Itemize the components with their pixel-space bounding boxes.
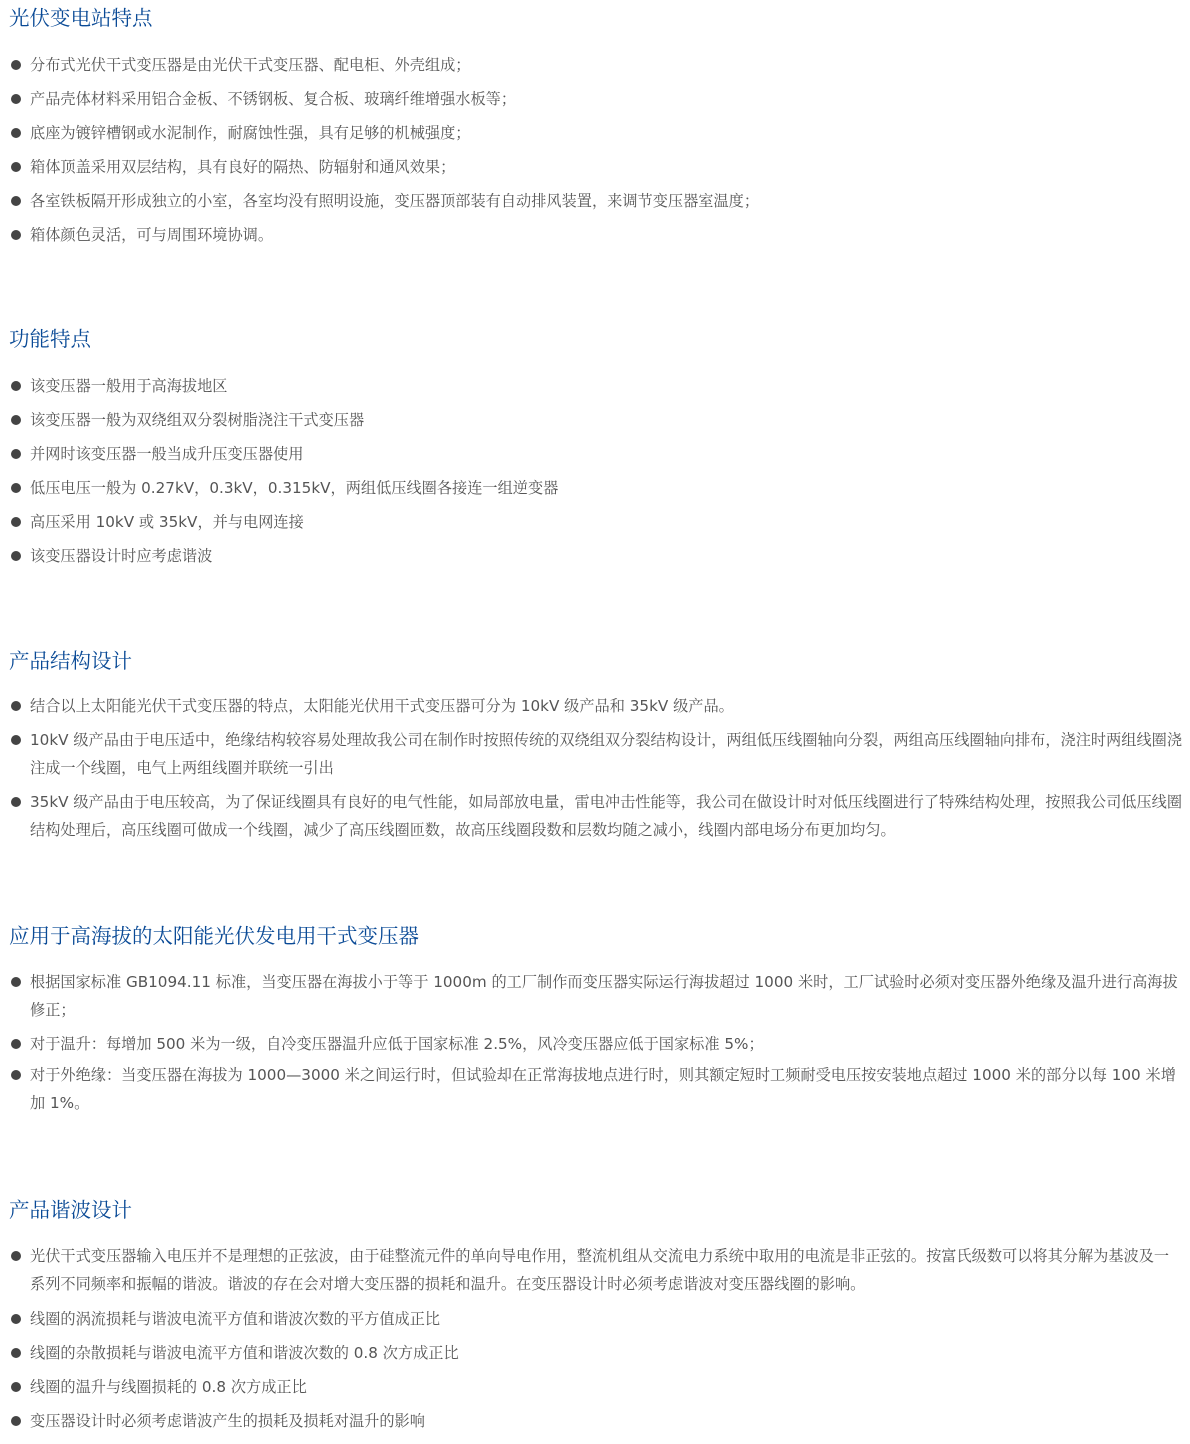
bullet-dot-icon [11,60,21,70]
section-title: 应用于高海拔的太阳能光伏发电用干式变压器 [9,924,419,948]
section-high-altitude [0,918,1190,1123]
list-item: 结合以上太阳能光伏干式变压器的特点，太阳能光伏用干式变压器可分为 10kV 级产品和 35kV 级产品。 [0,692,1190,726]
bullet-dot-icon [11,797,21,807]
list-item: 产品壳体材料采用铝合金板、不锈钢板、复合板、玻璃纤维增强水板等； [0,85,1190,119]
bullet-list [0,1242,1190,1441]
bullet-dot-icon [11,1348,21,1358]
list-item: 低压电压一般为 0.27kV，0.3kV，0.315kV，两组低压线圈各接连一组逆变器 [0,474,1190,508]
section-functional-features [0,321,1190,576]
list-item: 分布式光伏干式变压器是由光伏干式变压器、配电柜、外壳组成； [0,51,1190,85]
list-item: 并网时该变压器一般当成升压变压器使用 [0,440,1190,474]
bullet-dot-icon [11,1251,21,1261]
list-item: 该变压器设计时应考虑谐波 [0,542,1190,576]
list-item: 线圈的杂散损耗与谐波电流平方值和谐波次数的 0.8 次方成正比 [0,1339,1190,1373]
list-item: 该变压器一般用于高海拔地区 [0,372,1190,406]
bullet-list [0,968,1190,1123]
section-pv-substation-features [0,0,1190,255]
list-item: 各室铁板隔开形成独立的小室，各室均没有照明设施，变压器顶部装有自动排风装置，来调节变压器室温度； [0,187,1190,221]
bullet-dot-icon [11,381,21,391]
list-item: 线圈的温升与线圈损耗的 0.8 次方成正比 [0,1373,1190,1407]
bullet-dot-icon [11,162,21,172]
list-item: 35kV 级产品由于电压较高，为了保证线圈具有良好的电气性能，如局部放电量，雷电冲击性能等，我公司在做设计时对低压线圈进行了特殊结构处理，按照我公司低压线圈结构处理后，高压线圈可做成一个线圈，减少了高压线圈匝数，故高压线圈段数和层数均随之减小，线圈内部电场分布更加均匀。 [0,788,1190,850]
bullet-dot-icon [11,94,21,104]
bullet-dot-icon [11,701,21,711]
bullet-dot-icon [11,1314,21,1324]
bullet-dot-icon [11,483,21,493]
list-item: 高压采用 10kV 或 35kV，并与电网连接 [0,508,1190,542]
list-item: 变压器设计时必须考虑谐波产生的损耗及损耗对温升的影响 [0,1407,1190,1441]
bullet-dot-icon [11,517,21,527]
bullet-dot-icon [11,415,21,425]
bullet-dot-icon [11,977,21,987]
bullet-dot-icon [11,1382,21,1392]
bullet-list [0,692,1190,850]
list-item: 10kV 级产品由于电压适中，绝缘结构较容易处理故我公司在制作时按照传统的双绕组双分裂结构设计，两组低压线圈轴向分裂，两组高压线圈轴向排布，浇注时两组线圈浇注成一个线圈，电气上两组线圈并联统一引出 [0,726,1190,788]
list-item: 箱体顶盖采用双层结构，具有良好的隔热、防辐射和通风效果； [0,153,1190,187]
section-harmonic-design [0,1192,1190,1441]
bullet-dot-icon [11,230,21,240]
bullet-dot-icon [11,1070,21,1080]
section-title: 产品结构设计 [9,649,132,673]
bullet-dot-icon [11,1039,21,1049]
bullet-dot-icon [11,449,21,459]
section-title: 光伏变电站特点 [9,6,153,30]
list-item: 线圈的涡流损耗与谐波电流平方值和谐波次数的平方值成正比 [0,1305,1190,1339]
bullet-dot-icon [11,128,21,138]
bullet-list [0,51,1190,255]
list-item: 对于温升：每增加 500 米为一级，自冷变压器温升应低于国家标准 2.5%，风冷变压器应低于国家标准 5%； [0,1030,1190,1061]
bullet-dot-icon [11,735,21,745]
bullet-dot-icon [11,551,21,561]
list-item: 光伏干式变压器输入电压并不是理想的正弦波，由于硅整流元件的单向导电作用，整流机组从交流电力系统中取用的电流是非正弦的。按富氏级数可以将其分解为基波及一系列不同频率和振幅的谐波。谐波的存在会对增大变压器的损耗和温升。在变压器设计时必须考虑谐波对变压器线圈的影响。 [0,1242,1190,1305]
section-title: 产品谐波设计 [9,1198,132,1222]
section-title: 功能特点 [9,327,91,351]
bullet-dot-icon [11,196,21,206]
bullet-dot-icon [11,1416,21,1426]
list-item: 底座为镀锌槽钢或水泥制作，耐腐蚀性强，具有足够的机械强度； [0,119,1190,153]
section-structure-design [0,643,1190,850]
list-item: 该变压器一般为双绕组双分裂树脂浇注干式变压器 [0,406,1190,440]
bullet-list [0,372,1190,576]
list-item: 对于外绝缘：当变压器在海拔为 1000—3000 米之间运行时，但试验却在正常海拔地点进行时，则其额定短时工频耐受电压按安装地点超过 1000 米的部分以每 100 米增加 1%。 [0,1061,1190,1123]
list-item: 根据国家标准 GB1094.11 标准，当变压器在海拔小于等于 1000m 的工厂制作而变压器实际运行海拔超过 1000 米时，工厂试验时必须对变压器外绝缘及温升进行高海拔修正； [0,968,1190,1030]
list-item: 箱体颜色灵活，可与周围环境协调。 [0,221,1190,255]
